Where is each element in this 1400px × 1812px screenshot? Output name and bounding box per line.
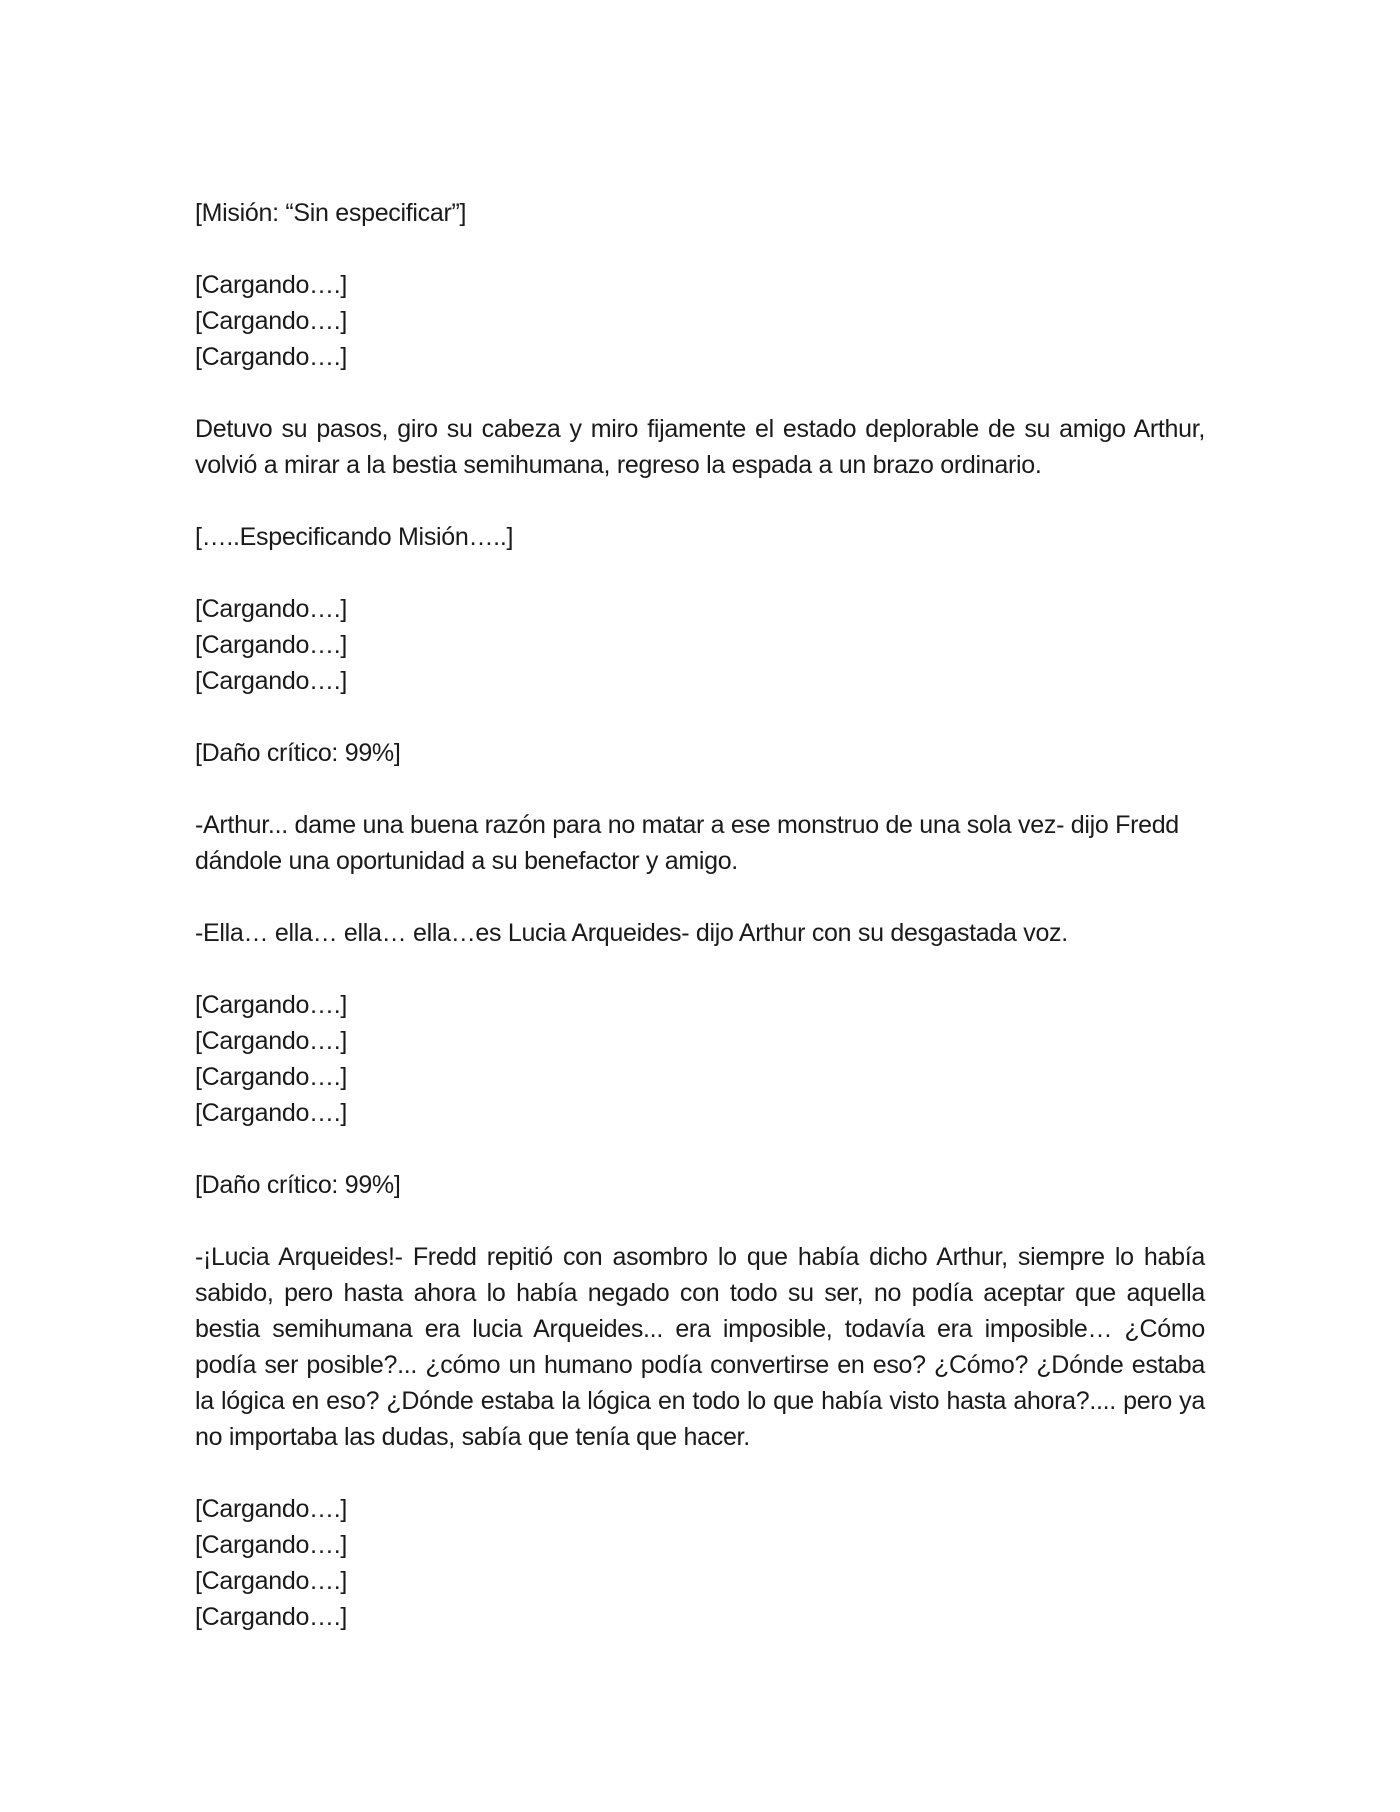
narrative-paragraph: -¡Lucia Arqueides!- Fredd repitió con asombro lo que había dicho Arthur, siempre lo había sabido, pero hasta ahora lo había negado con todo su ser, no podía aceptar que aquella bestia semihumana era lucia Arqueides... era imposible, todavía era imposible… ¿Cómo podía ser posible?... ¿cómo un humano podía convertirse en eso? ¿Cómo? ¿Dónde estaba la lógica en eso? ¿Dónde estaba la lógica en todo lo que había visto hasta ahora?.... pero ya no importaba las dudas, sabía que tenía que hacer. xyxy=(195,1243,1205,1451)
blank-line xyxy=(195,483,1205,519)
loading-line: [Cargando….] xyxy=(195,1603,348,1631)
loading-line: [Cargando….] xyxy=(195,343,348,371)
damage-line: [Daño crítico: 99%] xyxy=(195,739,401,767)
loading-line: [Cargando….] xyxy=(195,1063,348,1091)
blank-line xyxy=(195,1131,1205,1167)
blank-line xyxy=(195,879,1205,915)
damage-line: [Daño crítico: 99%] xyxy=(195,1171,401,1199)
blank-line xyxy=(195,699,1205,735)
loading-line: [Cargando….] xyxy=(195,1567,348,1595)
blank-line xyxy=(195,1455,1205,1491)
loading-line: [Cargando….] xyxy=(195,595,348,623)
blank-line xyxy=(195,951,1205,987)
loading-line: [Cargando….] xyxy=(195,1027,348,1055)
loading-line: [Cargando….] xyxy=(195,1495,348,1523)
narrative-paragraph: Detuvo su pasos, giro su cabeza y miro fijamente el estado deplorable de su amigo Arthur, volvió a mirar a la bestia semihumana, regreso la espada a un brazo ordinario. xyxy=(195,415,1205,479)
blank-line xyxy=(195,771,1205,807)
blank-line xyxy=(195,231,1205,267)
blank-line xyxy=(195,555,1205,591)
specifying-line: […..Especificando Misión…..] xyxy=(195,523,514,551)
loading-line: [Cargando….] xyxy=(195,631,348,659)
loading-line: [Cargando….] xyxy=(195,991,348,1019)
loading-line: [Cargando….] xyxy=(195,667,348,695)
dialogue-paragraph: -Arthur... dame una buena razón para no matar a ese monstruo de una sola vez- dijo Fredd dándole una oportunidad a su benefactor y amigo. xyxy=(195,811,1179,875)
loading-line: [Cargando….] xyxy=(195,1531,348,1559)
blank-line xyxy=(195,375,1205,411)
loading-line: [Cargando….] xyxy=(195,307,348,335)
loading-line: [Cargando….] xyxy=(195,1099,348,1127)
dialogue-paragraph: -Ella… ella… ella… ella…es Lucia Arqueides- dijo Arthur con su desgastada voz. xyxy=(195,919,1068,947)
mission-line: [Misión: “Sin especificar”] xyxy=(195,199,467,227)
loading-line: [Cargando….] xyxy=(195,271,348,299)
blank-line xyxy=(195,1203,1205,1239)
